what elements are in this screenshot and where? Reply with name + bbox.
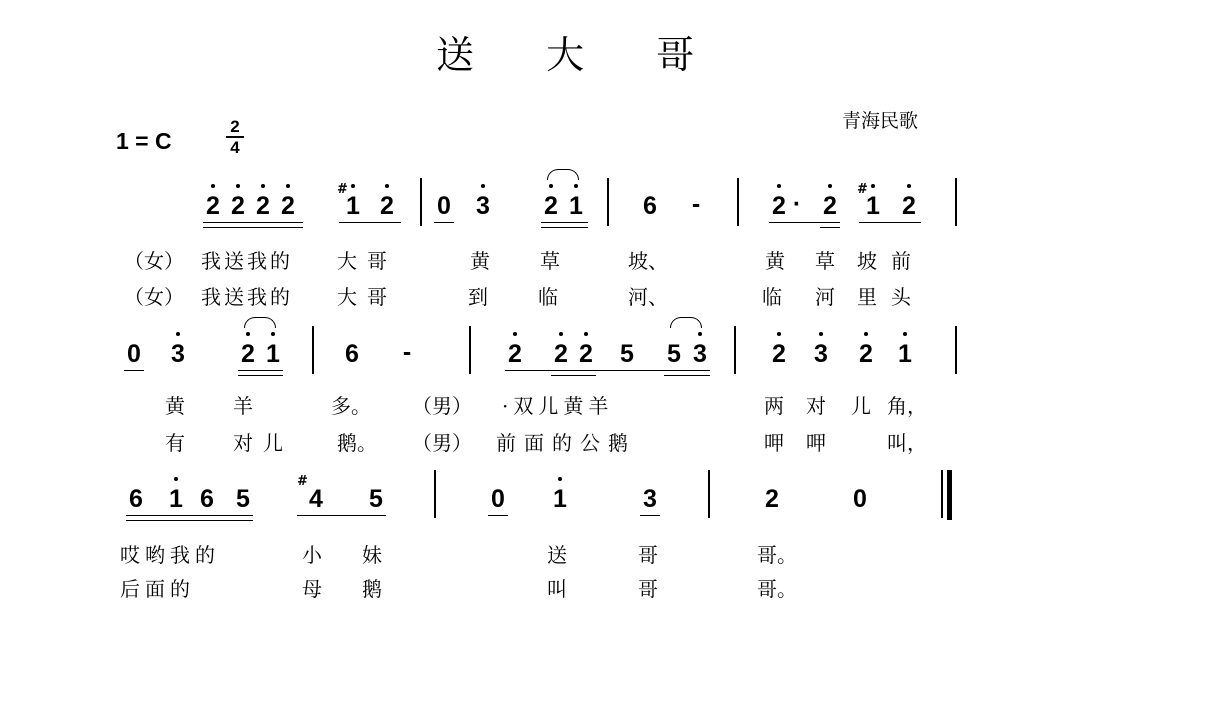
note: 2 <box>508 340 522 368</box>
beam-line <box>541 227 588 228</box>
beam-line <box>238 375 283 376</box>
note: 2 <box>823 192 837 220</box>
octave-dot <box>549 184 553 188</box>
lyric: 羊 <box>233 394 253 418</box>
lyric: 鹅。 <box>337 431 377 455</box>
octave-dot <box>871 184 875 188</box>
note: 1 <box>898 340 912 368</box>
note: 6 <box>200 485 214 513</box>
bar-line <box>312 326 314 374</box>
octave-dot <box>261 184 265 188</box>
octave-dot <box>777 332 781 336</box>
note: 3 <box>171 340 185 368</box>
octave-dot <box>584 332 588 336</box>
song-title: 送 大 哥 <box>436 33 725 77</box>
lyric: 儿 <box>851 394 871 418</box>
lyric: 有 <box>165 431 185 455</box>
key-signature: 1 = C <box>116 128 172 154</box>
octave-dot <box>174 477 178 481</box>
note: 0 <box>853 485 867 513</box>
lyric: 哥 <box>638 543 658 567</box>
lyric: 黄 <box>765 249 785 273</box>
lyric: 草 <box>815 249 835 273</box>
octave-dot <box>351 184 355 188</box>
beam-line <box>505 370 710 371</box>
sharp-accidental: # <box>297 474 308 489</box>
bar-line <box>737 178 739 226</box>
bar-line <box>955 326 957 374</box>
dot-duration: · <box>792 190 802 218</box>
lyric: ·双儿黄羊 <box>502 394 614 418</box>
lyric: 后面的 <box>120 577 195 601</box>
lyric: 哥 <box>638 577 658 601</box>
lyric: 前面的公鹅 <box>496 431 636 455</box>
bar-line <box>607 178 609 226</box>
note: 2 <box>256 192 270 220</box>
lyric: 里头 <box>857 285 925 309</box>
note: 1 <box>346 192 360 220</box>
bar-line <box>420 178 422 226</box>
lyric: （男） <box>412 431 472 455</box>
final-bar-thick <box>947 470 952 520</box>
note: 0 <box>127 340 141 368</box>
note: 6 <box>345 340 359 368</box>
tie-arc <box>670 317 702 328</box>
lyric: 母 <box>302 577 322 601</box>
note: 1 <box>553 485 567 513</box>
note: 5 <box>236 485 250 513</box>
dash: - <box>691 190 701 218</box>
lyric: 大哥 <box>337 285 397 309</box>
lyric: 哎哟我的 <box>120 543 220 567</box>
beam-line <box>339 222 401 223</box>
beam-line <box>124 370 144 371</box>
lyric: 叫， <box>887 431 927 455</box>
bar-line <box>955 178 957 226</box>
lyric: 到 <box>468 285 488 309</box>
lyric: 呷 <box>764 431 784 455</box>
octave-dot <box>481 184 485 188</box>
note: 1 <box>866 192 880 220</box>
octave-dot <box>574 184 578 188</box>
note: 1 <box>569 192 583 220</box>
note: 2 <box>902 192 916 220</box>
note: 2 <box>380 192 394 220</box>
note: 4 <box>309 485 323 513</box>
lyric: 角， <box>887 394 927 418</box>
note: 2 <box>554 340 568 368</box>
octave-dot <box>864 332 868 336</box>
lyric: （男） <box>412 394 472 418</box>
beam-line <box>859 222 921 223</box>
octave-dot <box>211 184 215 188</box>
lyric: 黄 <box>165 394 185 418</box>
beam-line <box>297 515 386 516</box>
lyric: 妹 <box>362 543 382 567</box>
note: 6 <box>643 192 657 220</box>
octave-dot <box>286 184 290 188</box>
beam-line <box>203 227 303 228</box>
lyric: 黄 <box>470 249 490 273</box>
lyric: （女） <box>124 249 184 273</box>
note: 2 <box>231 192 245 220</box>
beam-line <box>640 515 660 516</box>
note: 2 <box>206 192 220 220</box>
time-numerator: 2 <box>230 117 240 136</box>
beam-line <box>664 375 710 376</box>
octave-dot <box>558 477 562 481</box>
final-bar-thin <box>941 470 943 518</box>
lyric: 我送我的 <box>201 249 293 273</box>
note: 3 <box>814 340 828 368</box>
beam-line <box>769 222 840 223</box>
lyric: 我送我的 <box>201 285 293 309</box>
lyric: 哥。 <box>757 577 797 601</box>
beam-line <box>126 520 253 521</box>
note: 5 <box>369 485 383 513</box>
beam-line <box>541 222 588 223</box>
bar-line <box>734 326 736 374</box>
note: 0 <box>491 485 505 513</box>
lyric: 河 <box>815 285 835 309</box>
note: 0 <box>437 192 451 220</box>
lyric: 坡、 <box>628 249 668 273</box>
lyric: 呷 <box>806 431 826 455</box>
octave-dot <box>513 332 517 336</box>
lyric: 对 <box>806 394 826 418</box>
lyric: 叫 <box>547 577 567 601</box>
lyric: 鹅 <box>362 577 382 601</box>
octave-dot <box>907 184 911 188</box>
note: 2 <box>772 340 786 368</box>
bar-line <box>708 470 710 518</box>
tie-arc <box>244 317 276 328</box>
beam-line <box>551 375 596 376</box>
lyric: （女） <box>124 285 184 309</box>
time-denominator: 4 <box>230 138 240 157</box>
lyric: 小 <box>302 543 322 567</box>
lyric: 草 <box>540 249 560 273</box>
octave-dot <box>698 332 702 336</box>
octave-dot <box>236 184 240 188</box>
lyric: 送 <box>547 543 567 567</box>
tie-arc <box>547 169 579 180</box>
note: 2 <box>579 340 593 368</box>
note: 2 <box>765 485 779 513</box>
lyric: 大哥 <box>337 249 397 273</box>
lyric: 临 <box>762 285 782 309</box>
sharp-accidental: # <box>857 182 868 197</box>
octave-dot <box>828 184 832 188</box>
note: 2 <box>241 340 255 368</box>
octave-dot <box>176 332 180 336</box>
beam-line <box>488 515 508 516</box>
beam-line <box>126 515 253 516</box>
note: 5 <box>667 340 681 368</box>
note: 2 <box>859 340 873 368</box>
note: 1 <box>169 485 183 513</box>
octave-dot <box>271 332 275 336</box>
sharp-accidental: # <box>337 182 348 197</box>
octave-dot <box>819 332 823 336</box>
bar-line <box>469 326 471 374</box>
beam-line <box>820 227 840 228</box>
note: 3 <box>693 340 707 368</box>
note: 2 <box>281 192 295 220</box>
note: 5 <box>620 340 634 368</box>
note: 3 <box>476 192 490 220</box>
song-origin: 青海民歌 <box>842 110 919 132</box>
note: 3 <box>643 485 657 513</box>
note: 2 <box>772 192 786 220</box>
beam-line <box>434 222 454 223</box>
beam-line <box>203 222 303 223</box>
beam-line <box>238 370 283 371</box>
octave-dot <box>559 332 563 336</box>
dash: - <box>402 338 412 366</box>
time-signature <box>226 118 244 156</box>
lyric: 临 <box>538 285 558 309</box>
lyric: 坡前 <box>857 249 925 273</box>
octave-dot <box>903 332 907 336</box>
note: 2 <box>544 192 558 220</box>
bar-line <box>434 470 436 518</box>
note: 1 <box>266 340 280 368</box>
lyric: 哥。 <box>757 543 797 567</box>
octave-dot <box>385 184 389 188</box>
lyric: 儿 <box>263 431 283 455</box>
lyric: 河、 <box>628 285 668 309</box>
lyric: 多。 <box>331 394 371 418</box>
lyric: 两 <box>764 394 784 418</box>
note: 6 <box>129 485 143 513</box>
octave-dot <box>246 332 250 336</box>
octave-dot <box>777 184 781 188</box>
lyric: 对 <box>233 431 253 455</box>
